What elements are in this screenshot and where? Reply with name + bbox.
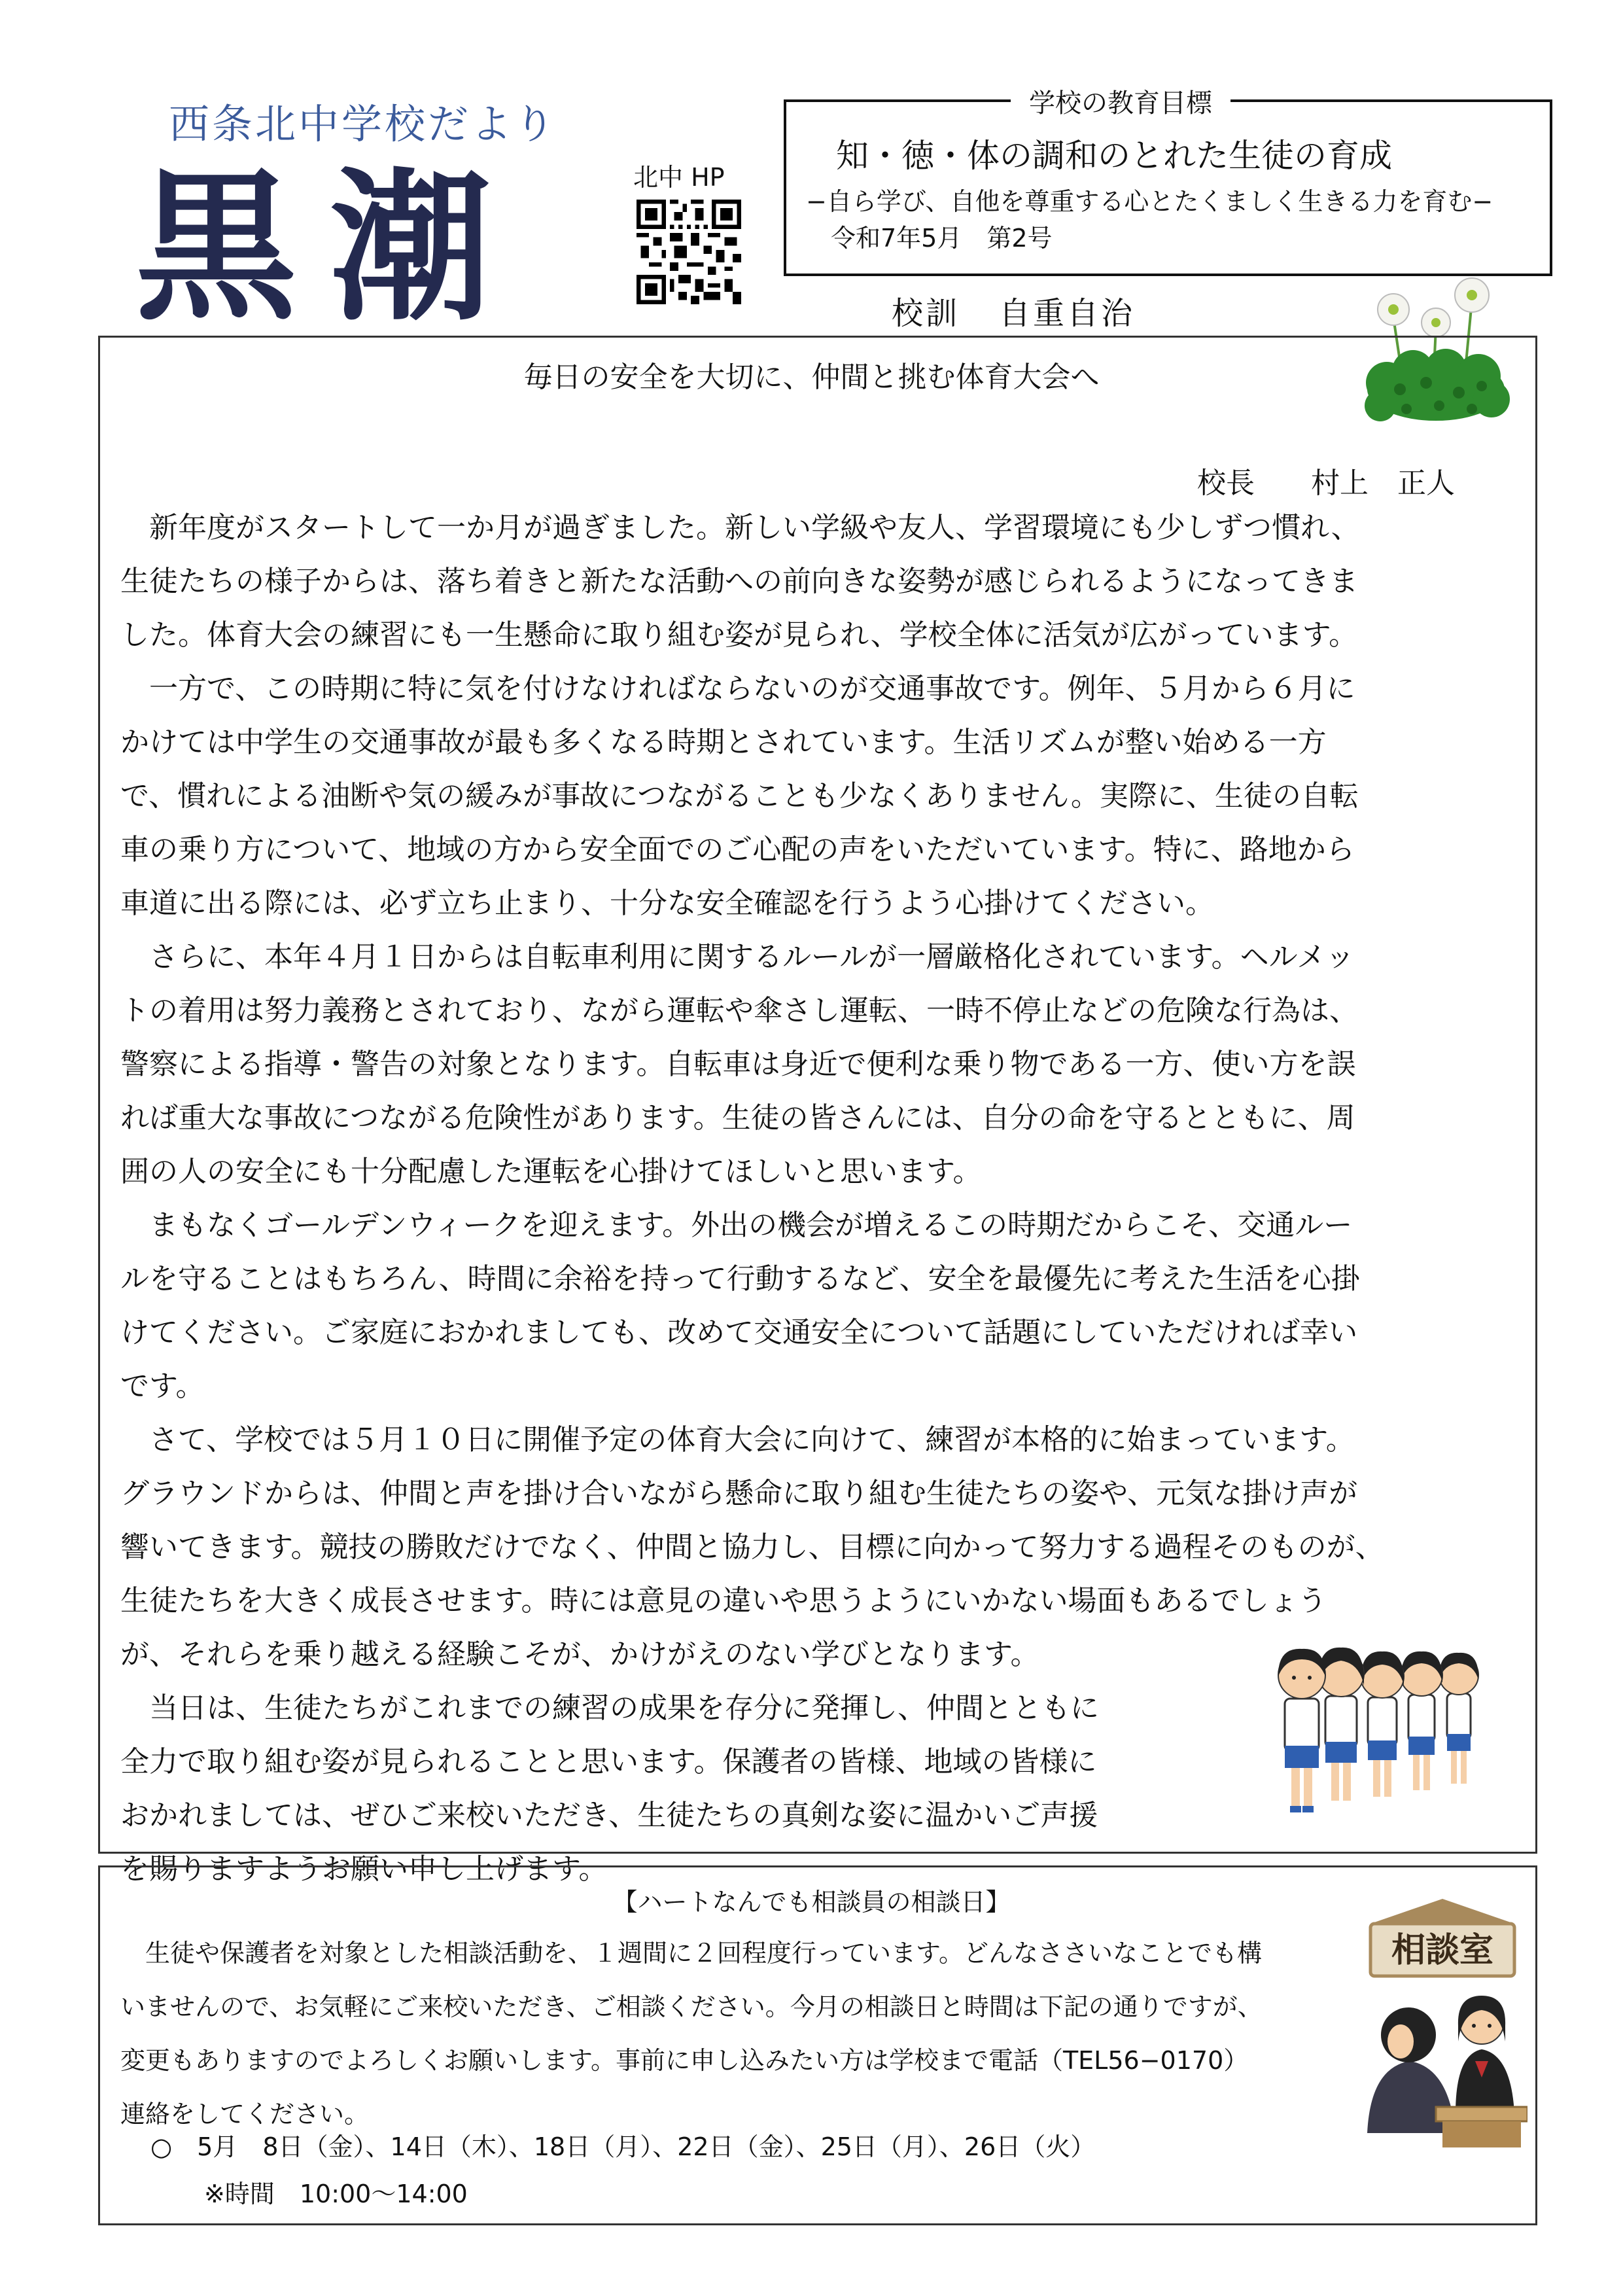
counseling-line: 変更もありますのでよろしくお願いします。事前に申し込みたい方は学校まで電話（TEL56−0170） [120,2046,1249,2075]
article-line: さて、学校では５月１０日に開催予定の体育大会に向けて、練習が本格的に始まっています。 [120,1423,1355,1457]
article-line: けてください。ご家庭におかれましても、改めて交通安全について話題にしていただければ幸い [120,1316,1358,1349]
counseling-room-illustration [1357,1898,1527,2153]
counseling-title: 【ハートなんでも相談員の相談日】 [612,1888,1011,1916]
school-motto [892,288,1174,333]
article-line: まもなくゴールデンウィークを迎えます。外出の機会が増えるこの時期だからこそ、交通ルー [120,1209,1353,1242]
article-line: 生徒たちの様子からは、落ち着きと新たな活動への前向きな姿勢が感じられるようになってきま [120,565,1358,598]
article-line: 警察による指導・警告の対象となります。自転車は身近で便利な乗り物である一方、使い方を誤 [120,1048,1356,1081]
masthead-title: 黒潮 [135,152,525,343]
article-line: 当日は、生徒たちがこれまでの練習の成果を存分に発揮し、仲間とともに [120,1691,1099,1725]
counseling-sign-text: 相談室 [1391,1931,1494,1970]
education-goal-main: 知・徳・体の調和のとれた生徒の育成 [836,137,1392,175]
article-line: 新年度がスタートして一か月が過ぎました。新しい学級や友人、学習環境にも少しずつ慣れ、 [120,511,1360,544]
article-line: グラウンドからは、仲間と声を掛け合いながら懸命に取り組む生徒たちの姿や、元気な掛け声が [120,1477,1358,1510]
article-line: を賜りますようお願い申し上げます。 [120,1852,608,1886]
motto-label: 校訓 [892,295,960,332]
article-line: 車道に出る際には、必ず立ち止まり、十分な安全確認を行うよう心掛けてください。 [120,887,1214,920]
counseling-schedule: ○ 5月 8日（金）、14日（木）、18日（月）、22日（金）、25日（月）、26日（火） [150,2132,1096,2161]
article-author [1197,459,1455,501]
article-line: 生徒たちを大きく成長させます。時には意見の違いや思うようにいかない場面もあるでしょう [120,1584,1327,1617]
article-line: おかれましては、ぜひご来校いただき、生徒たちの真剣な姿に温かいご声援 [120,1799,1098,1832]
counseling-time: ※時間 10:00〜14:00 [204,2180,468,2208]
counseling-body [120,1926,1263,2141]
article-line: れば重大な事故につながる危険性があります。生徒の皆さんには、自分の命を守るとともに、周 [120,1101,1355,1135]
article-line: が、それらを乗り越える経験こそが、かけがえのない学びとなります。 [120,1638,1039,1671]
author-role: 校長 [1197,467,1255,500]
article-line: 囲の人の安全にも十分配慮した運転を心掛けてほしいと思います。 [120,1155,982,1188]
article-line: で、慣れによる油断や気の緩みが事故につながることも少なくありません。実際に、生徒の自転 [120,779,1359,813]
counseling-line: 生徒や保護者を対象とした相談活動を、１週間に２回程度行っています。どんなささいなことでも構 [120,1939,1262,1968]
author-name: 村上 正人 [1311,467,1455,500]
article-title: 毎日の安全を大切に、仲間と挑む体育大会へ [523,361,1100,394]
article-line: 全力で取り組む姿が見られることと思います。保護者の皆様、地域の皆様に [120,1745,1097,1778]
article-line: 響いてきます。競技の勝敗だけでなく、仲間と協力し、目標に向かって努力する過程そのものが、 [120,1530,1384,1564]
article-body [120,501,1384,1896]
article-line: トの着用は努力義務とされており、ながら運転や傘さし運転、一時不停止などの危険な行為は、 [120,994,1358,1027]
article-line: さらに、本年４月１日からは自転車利用に関するルールが一層厳格化されています。ヘルメッ [120,940,1355,974]
qr-code-icon[interactable] [637,200,741,304]
article-line: ルを守ることはもちろん、時間に余裕を持って行動するなど、安全を最優先に考えた生活を心掛 [120,1262,1360,1296]
article-line: です。 [120,1369,205,1403]
students-illustration [1272,1629,1501,1826]
article-line: 車の乗り方について、地域の方から安全面でのご心配の声をいただいています。特に、路地から [120,833,1355,866]
newsletter-series-title: 西条北中学校だより [169,100,558,148]
counseling-line: いませんので、お気軽にご来校いただき、ご相談ください。今月の相談日と時間は下記の通りですが、 [120,1992,1263,2021]
homepage-label: 北中 HP [633,163,725,192]
article-line: 一方で、この時期に特に気を付けなければならないのが交通事故です。例年、５月から６月に [120,672,1355,705]
counseling-line: 連絡をしてください。 [120,2100,370,2128]
motto-text: 自重自治 [999,295,1136,332]
education-goal-subtitle: −自ら学び、自他を尊重する心とたくましく生きる力を育む− [806,187,1493,216]
issue-date: 令和7年5月 第2号 [831,224,1053,253]
education-goal-heading: 学校の教育目標 [1011,82,1230,120]
article-line: かけては中学生の交通事故が最も多くなる時期とされています。生活リズムが整い始める一方 [120,726,1327,759]
article-line: した。体育大会の練習にも一生懸命に取り組む姿が見られ、学校全体に活気が広がっています。 [120,618,1358,652]
